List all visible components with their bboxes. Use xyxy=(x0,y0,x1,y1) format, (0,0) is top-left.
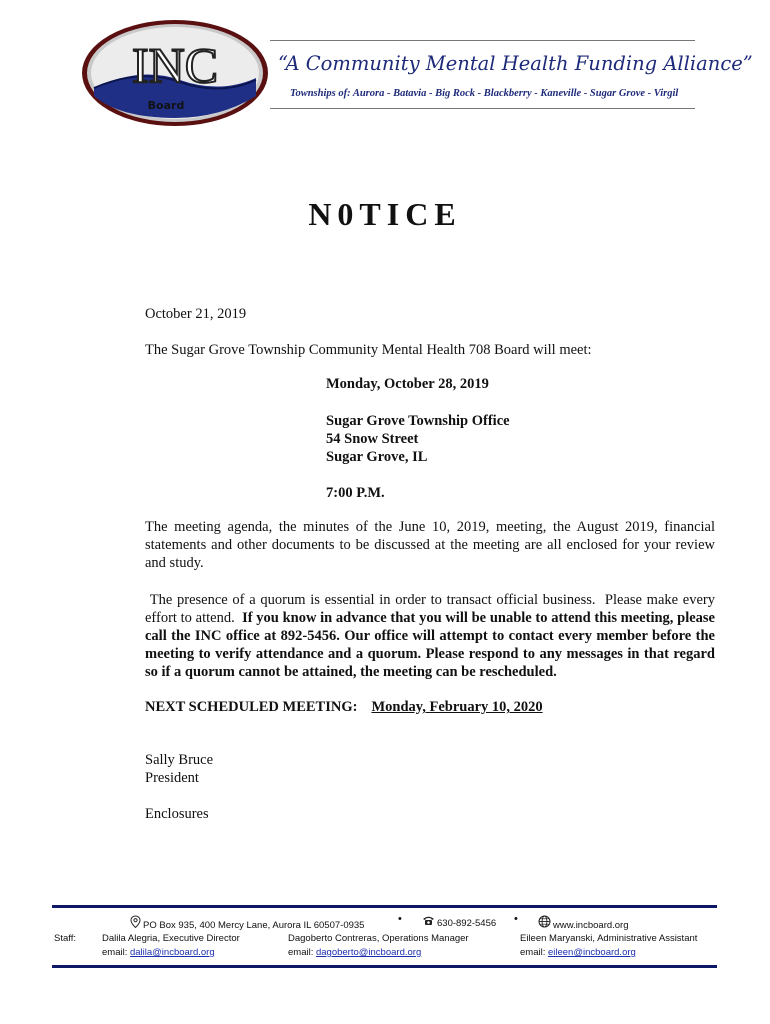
staff-email xyxy=(520,947,636,958)
tagline: “A Community Mental Health Funding Alliance” xyxy=(278,52,753,75)
globe-icon xyxy=(538,915,551,928)
website-text[interactable]: www.incboard.org xyxy=(553,920,629,931)
townships-list: Townships of: Aurora - Batavia - Big Rock - Blackberry - Kaneville - Sugar Grove - Virgil xyxy=(290,88,679,99)
footer-phone xyxy=(422,915,496,929)
phone-text: 630-892-5456 xyxy=(437,918,497,929)
enclosures-label: Enclosures xyxy=(145,806,209,822)
quorum-paragraph xyxy=(145,591,719,681)
signer-name: Sally Bruce xyxy=(145,752,214,768)
email-label: email: xyxy=(288,947,316,958)
footer-rule-bottom xyxy=(52,965,717,968)
inc-board-logo xyxy=(80,18,270,128)
staff-email-link[interactable]: eileen@incboard.org xyxy=(547,947,636,958)
location-city: Sugar Grove, IL xyxy=(326,449,428,465)
agenda-paragraph: The meeting agenda, the minutes of the June 10, 2019, meeting, the August 2019, financial statements and other documents to be discussed at the meeting are all enclosed for your review and study. xyxy=(145,519,715,571)
footer-bullet: • xyxy=(514,913,518,925)
intro-line: The Sugar Grove Township Community Mental Health 708 Board will meet: xyxy=(145,342,592,358)
staff-email xyxy=(102,947,215,958)
header-rule-bottom xyxy=(270,108,695,109)
next-meeting xyxy=(145,698,715,716)
quorum-bold-text: If you know in advance that you will be unable to attend this meeting, please call the INC office at 892-5456. Our office will attempt to contact every member before the meeting to verify attendance and a quorum. Please respond to any messages in that regard so if a quorum cannot be attained, the meeting can be rescheduled. xyxy=(145,610,715,680)
svg-text:INC: INC xyxy=(131,37,219,93)
footer-website[interactable] xyxy=(538,915,629,931)
svg-text:Board: Board xyxy=(147,99,185,112)
address-text: PO Box 935, 400 Mercy Lane, Aurora IL 60507-0935 xyxy=(143,920,365,931)
staff-name: Eileen Maryanski, Administrative Assistant xyxy=(520,933,698,944)
next-meeting-date: Monday, February 10, 2020 xyxy=(371,699,543,715)
next-meeting-label: NEXT SCHEDULED MEETING: xyxy=(145,699,358,715)
staff-label: Staff: xyxy=(54,933,77,944)
meeting-date: Monday, October 28, 2019 xyxy=(326,376,489,392)
staff-email-link[interactable]: dagoberto@incboard.org xyxy=(315,947,422,958)
location-name: Sugar Grove Township Office xyxy=(326,413,510,429)
quorum-plain-text: The presence of a quorum is essential in order to transact official business. Please make every effort to attend. xyxy=(145,592,719,626)
email-label: email: xyxy=(102,947,130,958)
footer-bullet: • xyxy=(398,913,402,925)
footer-address xyxy=(130,915,364,931)
meeting-time: 7:00 P.M. xyxy=(326,485,385,501)
notice-title: N0TICE xyxy=(308,196,462,232)
footer-rule-top xyxy=(52,905,717,908)
staff-email xyxy=(288,947,421,958)
staff-name: Dalila Alegria, Executive Director xyxy=(102,933,240,944)
telephone-icon xyxy=(422,915,435,926)
staff-email-link[interactable]: dalila@incboard.org xyxy=(129,947,215,958)
email-label: email: xyxy=(520,947,548,958)
location-street: 54 Snow Street xyxy=(326,431,419,447)
header-rule-top xyxy=(270,40,695,41)
letter-date: October 21, 2019 xyxy=(145,306,247,322)
staff-name: Dagoberto Contreras, Operations Manager xyxy=(288,933,469,944)
signer-title: President xyxy=(145,770,199,786)
location-pin-icon xyxy=(130,915,141,928)
